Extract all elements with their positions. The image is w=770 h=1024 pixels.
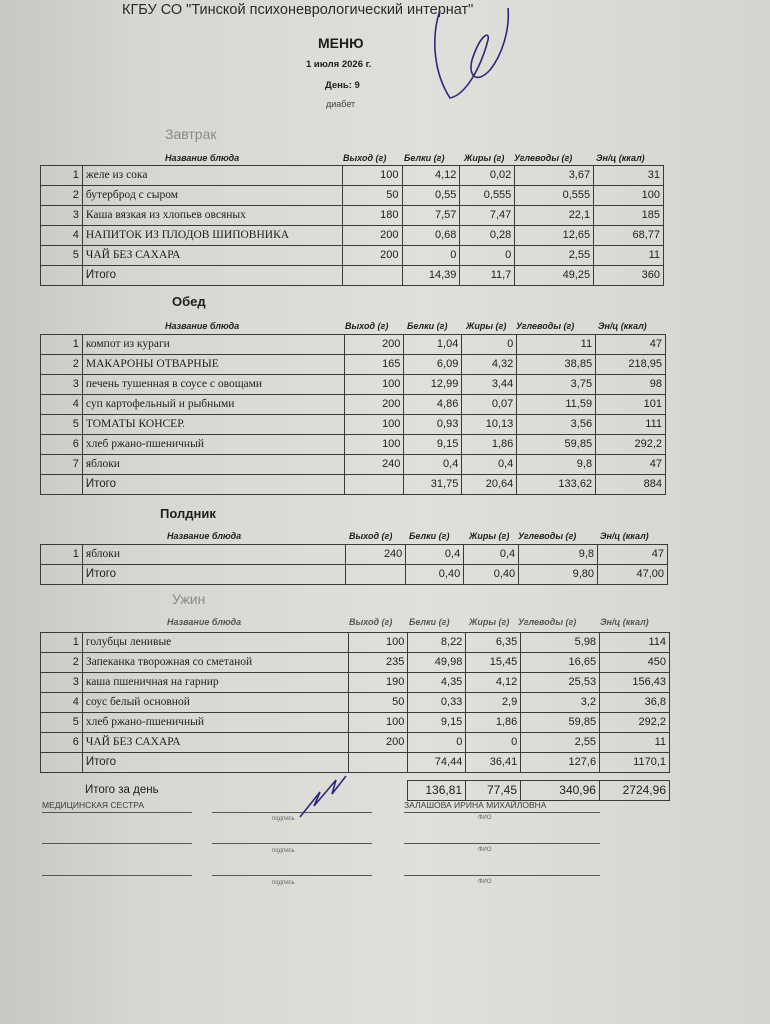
row-number: 6	[41, 435, 83, 455]
total-protein: 31,75	[404, 475, 462, 495]
weight-cell: 100	[344, 375, 404, 395]
total-row	[41, 266, 664, 286]
protein-cell: 0,4	[404, 455, 462, 475]
protein-cell: 4,35	[408, 673, 466, 693]
total-label: Итого	[82, 266, 342, 286]
total-energy: 884	[596, 475, 666, 495]
lunch-title: Обед	[172, 294, 206, 309]
col-weight: Выход (г)	[343, 153, 387, 163]
menu-date: 1 июля 2026 г.	[306, 59, 372, 70]
table-row	[41, 673, 670, 693]
col-energy: Эн/ц (ккал)	[600, 531, 649, 541]
fat-cell: 0	[466, 733, 521, 753]
table-row	[41, 166, 664, 186]
weight-cell: 100	[348, 633, 408, 653]
fat-cell: 0,07	[462, 395, 517, 415]
protein-cell: 49,98	[408, 653, 466, 673]
row-number: 4	[41, 395, 83, 415]
weight-cell: 100	[348, 713, 408, 733]
col-protein: Белки (г)	[409, 531, 450, 541]
total-carbs: 49,25	[515, 266, 594, 286]
lunch-table	[40, 334, 666, 495]
dish-name: хлеб ржано-пшеничный	[82, 435, 344, 455]
protein-cell: 9,15	[408, 713, 466, 733]
energy-cell: 111	[596, 415, 666, 435]
protein-cell: 0,33	[408, 693, 466, 713]
col-weight: Выход (г)	[345, 321, 389, 331]
breakfast-table	[40, 165, 664, 286]
weight-cell: 240	[344, 455, 404, 475]
dish-name: желе из сока	[82, 166, 342, 186]
col-energy: Эн/ц (ккал)	[598, 321, 647, 331]
table-row	[41, 733, 670, 753]
row-number: 2	[41, 653, 83, 673]
table-row	[41, 633, 670, 653]
fat-cell: 0,4	[464, 545, 519, 565]
dish-name: МАКАРОНЫ ОТВАРНЫЕ	[82, 355, 344, 375]
protein-cell: 0,55	[402, 186, 460, 206]
empty-cell	[348, 753, 408, 773]
total-protein: 74,44	[408, 753, 466, 773]
carbs-cell: 0,555	[515, 186, 594, 206]
carbs-cell: 9,8	[519, 545, 598, 565]
total-energy: 360	[594, 266, 664, 286]
fat-cell: 0,555	[460, 186, 515, 206]
weight-cell: 165	[344, 355, 404, 375]
protein-cell: 1,04	[404, 335, 462, 355]
fat-cell: 4,32	[462, 355, 517, 375]
table-row	[41, 375, 666, 395]
weight-cell: 200	[342, 246, 402, 266]
fat-cell: 4,12	[466, 673, 521, 693]
row-number: 1	[41, 633, 83, 653]
col-name: Название блюда	[165, 321, 240, 331]
energy-cell: 100	[594, 186, 664, 206]
row-number: 2	[41, 186, 83, 206]
total-energy: 1170,1	[600, 753, 670, 773]
snack-table	[40, 544, 668, 585]
weight-cell: 200	[344, 335, 404, 355]
protein-cell: 0,68	[402, 226, 460, 246]
empty-cell	[342, 266, 402, 286]
footer-role: МЕДИЦИНСКАЯ СЕСТРА	[42, 800, 145, 810]
energy-cell: 156,43	[600, 673, 670, 693]
organization-name: КГБУ СО "Тинской психоневрологический интернат"	[122, 2, 474, 18]
energy-cell: 98	[596, 375, 666, 395]
footer-line	[42, 812, 192, 813]
protein-cell: 0	[408, 733, 466, 753]
breakfast-title: Завтрак	[165, 126, 217, 142]
weight-cell: 190	[348, 673, 408, 693]
table-row	[41, 545, 668, 565]
fat-cell: 1,86	[462, 435, 517, 455]
energy-cell: 68,77	[594, 226, 664, 246]
sign-label: подпись	[272, 880, 295, 886]
total-fat: 0,40	[464, 565, 519, 585]
carbs-cell: 16,65	[521, 653, 600, 673]
dish-name: НАПИТОК ИЗ ПЛОДОВ ШИПОВНИКА	[82, 226, 342, 246]
total-carbs: 127,6	[521, 753, 600, 773]
carbs-cell: 3,67	[515, 166, 594, 186]
col-carbs: Углеводы (г)	[516, 321, 575, 331]
col-name: Название блюда	[167, 531, 242, 541]
carbs-cell: 9,8	[517, 455, 596, 475]
dish-name: каша пшеничная на гарнир	[82, 673, 348, 693]
row-number: 6	[41, 733, 83, 753]
protein-cell: 0	[402, 246, 460, 266]
weight-cell: 50	[348, 693, 408, 713]
row-number: 1	[41, 166, 83, 186]
protein-cell: 8,22	[408, 633, 466, 653]
energy-cell: 450	[600, 653, 670, 673]
fat-cell: 0,28	[460, 226, 515, 246]
row-number: 3	[41, 375, 83, 395]
breakfast-header	[0, 153, 770, 165]
row-number: 4	[41, 693, 83, 713]
footer-line	[212, 843, 372, 844]
weight-cell: 100	[344, 435, 404, 455]
col-fat: Жиры (г)	[469, 531, 510, 541]
weight-cell: 50	[342, 186, 402, 206]
total-row	[41, 475, 666, 495]
col-carbs: Углеводы (г)	[518, 531, 577, 541]
day-total-energy: 2724,96	[599, 781, 669, 801]
protein-cell: 7,57	[402, 206, 460, 226]
col-name: Название блюда	[165, 153, 240, 163]
carbs-cell: 2,55	[515, 246, 594, 266]
protein-cell: 4,86	[404, 395, 462, 415]
row-number: 1	[41, 335, 83, 355]
fat-cell: 1,86	[466, 713, 521, 733]
table-row	[41, 415, 666, 435]
day-total-carbs: 340,96	[521, 781, 600, 801]
footer-line	[212, 875, 372, 876]
row-number: 5	[41, 415, 83, 435]
dish-name: печень тушенная в соусе с овощами	[82, 375, 344, 395]
fat-cell: 15,45	[466, 653, 521, 673]
weight-cell: 100	[344, 415, 404, 435]
col-protein: Белки (г)	[409, 617, 450, 627]
total-carbs: 133,62	[517, 475, 596, 495]
carbs-cell: 3,75	[517, 375, 596, 395]
footer-line	[404, 875, 600, 876]
fio-label: ФИО	[478, 815, 492, 821]
day-total-table	[40, 780, 670, 801]
fat-cell: 6,35	[466, 633, 521, 653]
dish-name: яблоки	[82, 455, 344, 475]
total-fat: 11,7	[460, 266, 515, 286]
footer-name: ЗАЛАШОВА ИРИНА МИХАЙЛОВНА	[404, 800, 547, 810]
empty-cell	[344, 475, 404, 495]
energy-cell: 218,95	[596, 355, 666, 375]
snack-title: Полдник	[160, 506, 216, 521]
protein-cell: 4,12	[402, 166, 460, 186]
weight-cell: 240	[346, 545, 406, 565]
table-row	[41, 455, 666, 475]
col-weight: Выход (г)	[349, 531, 393, 541]
total-fat: 20,64	[462, 475, 517, 495]
row-number: 5	[41, 713, 83, 733]
table-row	[41, 653, 670, 673]
footer-line	[404, 843, 600, 844]
col-fat: Жиры (г)	[466, 321, 507, 331]
total-protein: 0,40	[406, 565, 464, 585]
dish-name: голубцы ленивые	[82, 633, 348, 653]
total-label: Итого	[82, 475, 344, 495]
day-total-row	[40, 781, 670, 801]
page-title: МЕНЮ	[318, 35, 364, 51]
energy-cell: 47	[596, 455, 666, 475]
fio-label: ФИО	[478, 847, 492, 853]
empty-cell	[346, 565, 406, 585]
day-total-fat: 77,45	[466, 781, 521, 801]
energy-cell: 11	[594, 246, 664, 266]
dish-name: яблоки	[82, 545, 345, 565]
empty-cell	[41, 266, 83, 286]
signature-top	[410, 0, 530, 110]
menu-day: День: 9	[325, 80, 360, 91]
carbs-cell: 11,59	[517, 395, 596, 415]
dish-name: соус белый основной	[82, 693, 348, 713]
fat-cell: 0,02	[460, 166, 515, 186]
weight-cell: 235	[348, 653, 408, 673]
col-name: Название блюда	[167, 617, 242, 627]
dish-name: ЧАЙ БЕЗ САХАРА	[82, 246, 342, 266]
protein-cell: 12,99	[404, 375, 462, 395]
dish-name: компот из кураги	[82, 335, 344, 355]
total-energy: 47,00	[598, 565, 668, 585]
total-label: Итого	[82, 753, 348, 773]
energy-cell: 31	[594, 166, 664, 186]
footer-line	[404, 812, 600, 813]
table-row	[41, 355, 666, 375]
dish-name: Запеканка творожная со сметаной	[82, 653, 348, 673]
energy-cell: 47	[598, 545, 668, 565]
col-energy: Эн/ц (ккал)	[600, 617, 649, 627]
dinner-header	[0, 617, 770, 629]
total-row	[41, 565, 668, 585]
col-carbs: Углеводы (г)	[518, 617, 577, 627]
energy-cell: 47	[596, 335, 666, 355]
sign-label: подпись	[272, 848, 295, 854]
carbs-cell: 11	[517, 335, 596, 355]
col-fat: Жиры (г)	[469, 617, 510, 627]
table-row	[41, 206, 664, 226]
carbs-cell: 59,85	[521, 713, 600, 733]
row-number: 7	[41, 455, 83, 475]
col-weight: Выход (г)	[349, 617, 393, 627]
diet-label: диабет	[326, 99, 356, 109]
energy-cell: 36,8	[600, 693, 670, 713]
carbs-cell: 38,85	[517, 355, 596, 375]
table-row	[41, 693, 670, 713]
dish-name: суп картофельный и рыбными	[82, 395, 344, 415]
dish-name: хлеб ржано-пшеничный	[82, 713, 348, 733]
fat-cell: 7,47	[460, 206, 515, 226]
row-number: 3	[41, 206, 83, 226]
protein-cell: 9,15	[404, 435, 462, 455]
carbs-cell: 5,98	[521, 633, 600, 653]
dish-name: бутерброд с сыром	[82, 186, 342, 206]
table-row	[41, 335, 666, 355]
row-number: 4	[41, 226, 83, 246]
col-energy: Эн/ц (ккал)	[596, 153, 645, 163]
table-row	[41, 186, 664, 206]
protein-cell: 0,4	[406, 545, 464, 565]
weight-cell: 200	[348, 733, 408, 753]
weight-cell: 100	[342, 166, 402, 186]
dish-name: Каша вязкая из хлопьев овсяных	[82, 206, 342, 226]
carbs-cell: 22,1	[515, 206, 594, 226]
total-row	[41, 753, 670, 773]
carbs-cell: 25,53	[521, 673, 600, 693]
signature-bottom	[292, 772, 352, 822]
fat-cell: 2,9	[466, 693, 521, 713]
table-row	[41, 226, 664, 246]
total-protein: 14,39	[402, 266, 460, 286]
fio-label: ФИО	[478, 879, 492, 885]
total-label: Итого	[82, 565, 345, 585]
carbs-cell: 3,56	[517, 415, 596, 435]
empty-cell	[41, 565, 83, 585]
dinner-title: Ужин	[172, 591, 206, 607]
energy-cell: 292,2	[596, 435, 666, 455]
dish-name: ЧАЙ БЕЗ САХАРА	[82, 733, 348, 753]
row-number: 1	[41, 545, 83, 565]
col-fat: Жиры (г)	[464, 153, 505, 163]
table-row	[41, 435, 666, 455]
snack-header	[0, 531, 770, 543]
footer-line	[42, 843, 192, 844]
energy-cell: 185	[594, 206, 664, 226]
row-number: 5	[41, 246, 83, 266]
row-number: 2	[41, 355, 83, 375]
empty-cell	[41, 475, 83, 495]
day-total-protein: 136,81	[408, 781, 466, 801]
carbs-cell: 59,85	[517, 435, 596, 455]
weight-cell: 200	[344, 395, 404, 415]
energy-cell: 114	[600, 633, 670, 653]
protein-cell: 0,93	[404, 415, 462, 435]
protein-cell: 6,09	[404, 355, 462, 375]
fat-cell: 3,44	[462, 375, 517, 395]
day-total-label: Итого за день	[84, 784, 159, 796]
energy-cell: 11	[600, 733, 670, 753]
carbs-cell: 12,65	[515, 226, 594, 246]
dinner-table	[40, 632, 670, 773]
row-number: 3	[41, 673, 83, 693]
col-carbs: Углеводы (г)	[514, 153, 573, 163]
fat-cell: 0	[462, 335, 517, 355]
footer-line	[42, 875, 192, 876]
energy-cell: 292,2	[600, 713, 670, 733]
table-row	[41, 395, 666, 415]
dish-name: ТОМАТЫ КОНСЕР.	[82, 415, 344, 435]
empty-cell	[41, 753, 83, 773]
table-row	[41, 246, 664, 266]
carbs-cell: 2,55	[521, 733, 600, 753]
weight-cell: 200	[342, 226, 402, 246]
fat-cell: 10,13	[462, 415, 517, 435]
col-protein: Белки (г)	[404, 153, 445, 163]
total-carbs: 9,80	[519, 565, 598, 585]
sign-label: подпись	[272, 816, 295, 822]
col-protein: Белки (г)	[407, 321, 448, 331]
energy-cell: 101	[596, 395, 666, 415]
table-row	[41, 713, 670, 733]
carbs-cell: 3,2	[521, 693, 600, 713]
fat-cell: 0,4	[462, 455, 517, 475]
fat-cell: 0	[460, 246, 515, 266]
weight-cell: 180	[342, 206, 402, 226]
lunch-header	[0, 321, 770, 333]
total-fat: 36,41	[466, 753, 521, 773]
